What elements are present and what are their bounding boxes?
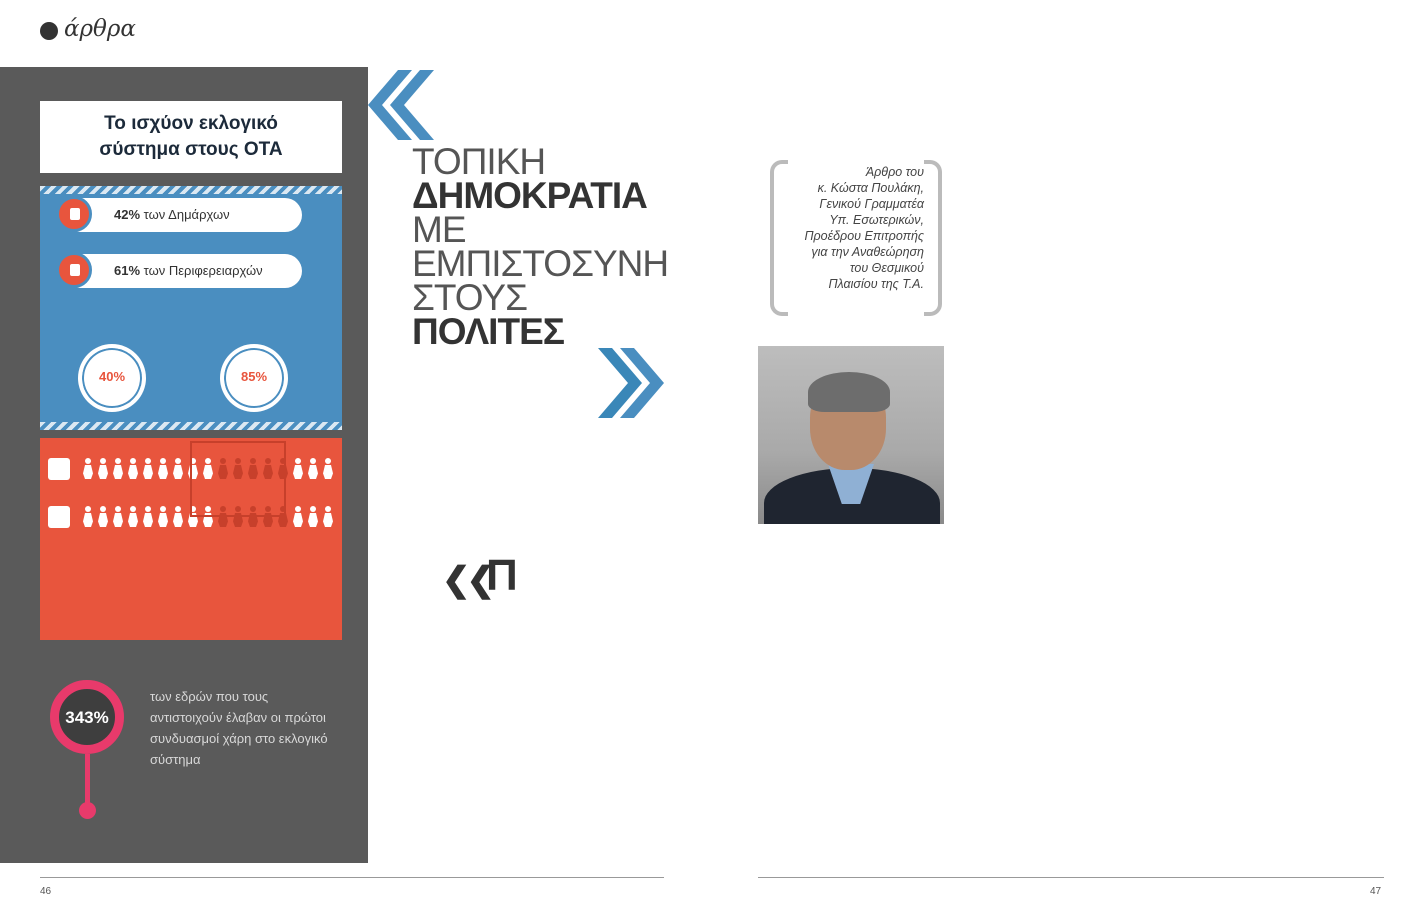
stat-pill-mayors [64,198,302,232]
infographic-title-line2: σύστημα στους ΟΤΑ [99,139,283,160]
author-portrait [758,346,944,524]
governor-icon [56,252,92,288]
mayor-icon [56,196,92,232]
person-icon [307,458,318,480]
article-column-4 [1198,74,1384,846]
infographic-title-line1: Το ισχύον εκλογικό [104,113,278,134]
person-icon [112,458,123,480]
person-icon [172,458,183,480]
stat-text: 42% των Δημάρχων [114,207,230,222]
quote-open-icon [368,70,434,140]
person-icon [307,506,318,528]
percent-circle-85: 85% [220,344,288,412]
highlight-box [190,441,286,517]
quote-close-icon [598,348,664,418]
gauge-base [79,802,96,819]
person-icon [172,506,183,528]
person-icon [97,458,108,480]
percent-circle-40: 40% [78,344,146,412]
mayor-row-icon [48,458,70,480]
gauge-value: 343% [65,708,109,727]
person-icon [292,506,303,528]
person-icon [292,458,303,480]
person-icon [157,506,168,528]
title-line: ΔΗΜΟΚΡΑΤΙΑ [412,175,647,216]
governor-row-icon [48,506,70,528]
section-title: άρθρα [64,16,136,42]
footer-rule-left [40,877,664,878]
article-title [412,141,669,352]
person-icon [112,506,123,528]
person-icon [97,506,108,528]
zigzag-border [40,186,342,194]
person-icon [127,458,138,480]
gauge-stem [85,754,90,804]
blue-stats-panel [40,186,342,430]
article-column-1 [470,551,664,846]
gauge-caption: των εδρών που τους αντιστοιχούν έλαβαν οι πρώτοι συνδυασμοί χάρη στο εκλογικό σύστημα [150,689,328,767]
title-line: ΤΟΠΙΚΗ [412,141,546,182]
stat-text: 61% των Περιφερειαρχών [114,263,263,278]
person-icon [142,506,153,528]
person-icon [157,458,168,480]
title-line: ΠΟΛΙΤΕΣ [412,311,564,352]
page-number-right: 47 [1370,886,1382,897]
person-icon [82,506,93,528]
person-icon [322,458,333,480]
title-line: ΣΤΟΥΣ [412,277,527,318]
page-number-left: 46 [40,886,52,897]
right-bracket [924,160,942,316]
person-icon [322,506,333,528]
stat-pill-governors [64,254,302,288]
article-column-3 [978,74,1170,846]
title-line: ΜΕ [412,209,466,250]
title-line: ΕΜΠΙΣΤΟΣΥΝΗ [412,243,669,284]
section-mark-icon [40,22,58,40]
footer-rule-right [758,877,1384,878]
article-column-2 [758,548,944,846]
person-icon [142,458,153,480]
person-icon [82,458,93,480]
dropquote-icon: ❮❮ [442,561,491,599]
infographic-title [40,111,342,163]
zigzag-border [40,422,342,430]
author-byline: Άρθρο του κ. Κώστα Πουλάκη, Γενικού Γραμματέα Υπ. Εσωτερικών, Προέδρου Επιτροπής για την Αναθεώρηση του Θεσμικού Πλαισίου της Τ.Α. [804,165,924,291]
dropcap: Π [486,551,518,600]
person-icon [127,506,138,528]
